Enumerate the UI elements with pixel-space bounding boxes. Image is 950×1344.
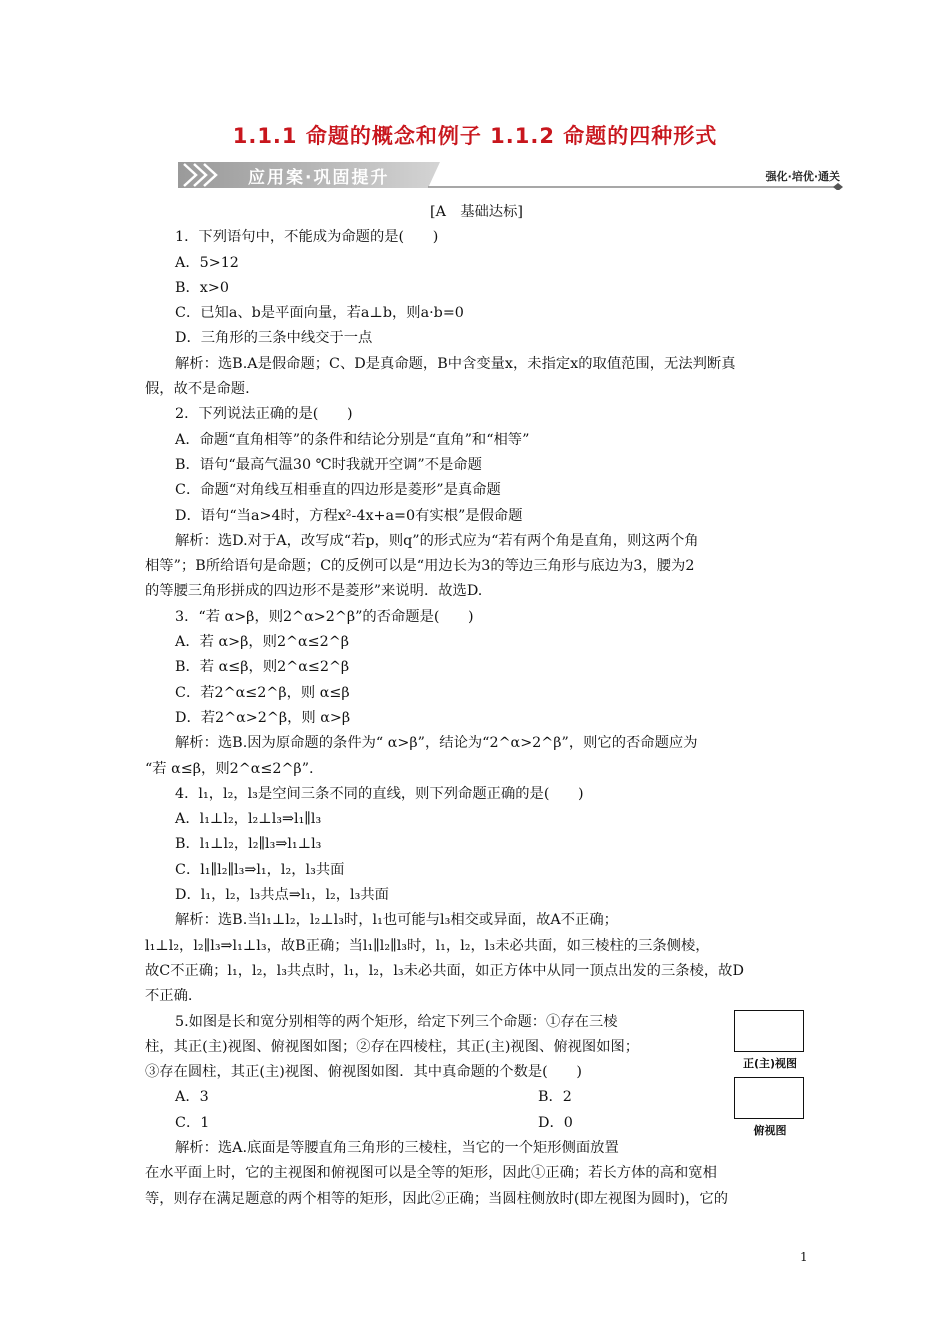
- q5-solution-cont2: 等，则存在满足题意的两个相等的矩形，因此②正确；当圆柱侧放时(即左视图为圆时)，它的: [145, 1190, 729, 1207]
- q1-stem: 1．下列语句中，不能成为命题的是( ): [175, 229, 439, 246]
- q3-option-b: B．若 α≤β，则2^α≤2^β: [175, 659, 350, 676]
- q5-options-cd: [145, 1111, 808, 1136]
- q5-stem: 5.如图是长和宽分别相等的两个矩形，给定下列三个命题：①存在三棱: [175, 1013, 618, 1030]
- q1-option-b: B．x>0: [175, 279, 229, 296]
- q4-option-b: B．l₁⊥l₂，l₂∥l₃⇒l₁⊥l₃: [175, 836, 322, 853]
- q5-option-b: B．2: [538, 1089, 572, 1106]
- q2-option-c: C．命题“对角线互相垂直的四边形是菱形”是真命题: [175, 482, 501, 499]
- q2-solution: 解析：选D.对于A，改写成“若p，则q”的形式应为“若有两个角是直角，则这两个角: [175, 532, 699, 549]
- q5-solution: 解析：选A.底面是等腰直角三角形的三棱柱，当它的一个矩形侧面放置: [175, 1139, 619, 1156]
- top-view-rectangle: [734, 1077, 804, 1119]
- front-view-caption: 正(主)视图: [742, 1057, 798, 1070]
- top-view-caption: 俯视图: [753, 1124, 787, 1137]
- q1-solution-cont: 假，故不是命题.: [145, 381, 250, 398]
- q2-solution-cont: 相等”；B所给语句是命题；C的反例可以是“用边长为3的等边三角形与底边为3，腰为2: [145, 558, 695, 575]
- q2-option-b: B．语句“最高气温30 ℃时我就开空调”不是命题: [175, 456, 482, 473]
- q4-option-a: A．l₁⊥l₂，l₂⊥l₃⇒l₁∥l₃: [175, 811, 322, 828]
- q5-stem-cont2: ③存在圆柱，其正(主)视图、俯视图如图．其中真命题的个数是( ): [145, 1064, 582, 1081]
- section-banner: [178, 160, 848, 190]
- document-body: [145, 200, 808, 1212]
- q2-option-d: D．语句“当a>4时，方程x²-4x+a=0有实根”是假命题: [175, 507, 523, 524]
- q1-option-c: C．已知a、b是平面向量，若a⊥b，则a·b=0: [175, 305, 464, 322]
- page-number: 1: [800, 1250, 808, 1264]
- q4-option-d: D．l₁，l₂，l₃共点⇒l₁，l₂，l₃共面: [175, 887, 389, 904]
- q1-option-a: A．5>12: [175, 254, 239, 271]
- banner-label: 应用案·巩固提升: [248, 168, 390, 188]
- section-heading: [A 基础达标]: [430, 204, 523, 220]
- q3-stem: 3．“若 α>β，则2^α>2^β”的否命题是( ): [175, 608, 474, 625]
- q5-option-a: A．3: [175, 1089, 209, 1106]
- q2-solution-cont2: 的等腰三角形拼成的四边形不是菱形”来说明．故选D.: [145, 583, 483, 600]
- page-title: 1.1.1 命题的概念和例子 1.1.2 命题的四种形式: [232, 124, 718, 148]
- q3-option-d: D．若2^α>2^β，则 α>β: [175, 709, 351, 726]
- q5-option-d: D．0: [538, 1114, 573, 1131]
- q5-options-ab: [145, 1085, 808, 1110]
- q4-option-c: C．l₁∥l₂∥l₃⇒l₁，l₂，l₃共面: [175, 861, 345, 878]
- q5-option-c: C．1: [175, 1114, 210, 1131]
- banner-tag: 强化·培优·通关: [765, 170, 840, 183]
- q4-solution-cont2: 故C不正确；l₁，l₂，l₃共点时，l₁，l₂，l₃未必共面，如正方体中从同一顶点出发的三条棱，故D: [145, 962, 744, 979]
- q3-option-c: C．若2^α≤2^β，则 α≤β: [175, 684, 350, 701]
- q3-solution: 解析：选B.因为原命题的条件为“ α>β”，结论为“2^α>2^β”，则它的否命题应为: [175, 735, 698, 752]
- q5-stem-cont: 柱，其正(主)视图、俯视图如图；②存在四棱柱，其正(主)视图、俯视图如图；: [145, 1038, 640, 1055]
- q5-solution-cont: 在水平面上时，它的主视图和俯视图可以是全等的矩形，因此①正确；若长方体的高和宽相: [145, 1165, 717, 1182]
- front-view-rectangle: [734, 1010, 804, 1052]
- q1-option-d: D．三角形的三条中线交于一点: [175, 330, 373, 347]
- q2-option-a: A．命题“直角相等”的条件和结论分别是“直角”和“相等”: [175, 431, 530, 448]
- q3-option-a: A．若 α>β，则2^α≤2^β: [175, 634, 350, 651]
- q4-solution-cont: l₁⊥l₂，l₂∥l₃⇒l₁⊥l₃，故B正确；当l₁∥l₂∥l₃时，l₁，l₂，l₃未必共面，如三棱柱的三条侧棱，: [145, 937, 710, 954]
- q5-figure: [730, 1010, 810, 1144]
- q4-solution: 解析：选B.当l₁⊥l₂，l₂⊥l₃时，l₁也可能与l₃相交或异面，故A不正确；: [175, 912, 618, 929]
- q1-solution: 解析：选B.A是假命题；C、D是真命题，B中含变量x，未指定x的取值范围，无法判断真: [175, 355, 736, 372]
- q2-stem: 2．下列说法正确的是( ): [175, 406, 353, 423]
- q4-solution-cont3: 不正确.: [145, 988, 193, 1005]
- q3-solution-cont: “若 α≤β，则2^α≤2^β”.: [145, 760, 314, 777]
- q4-stem: 4．l₁，l₂，l₃是空间三条不同的直线，则下列命题正确的是( ): [175, 785, 584, 802]
